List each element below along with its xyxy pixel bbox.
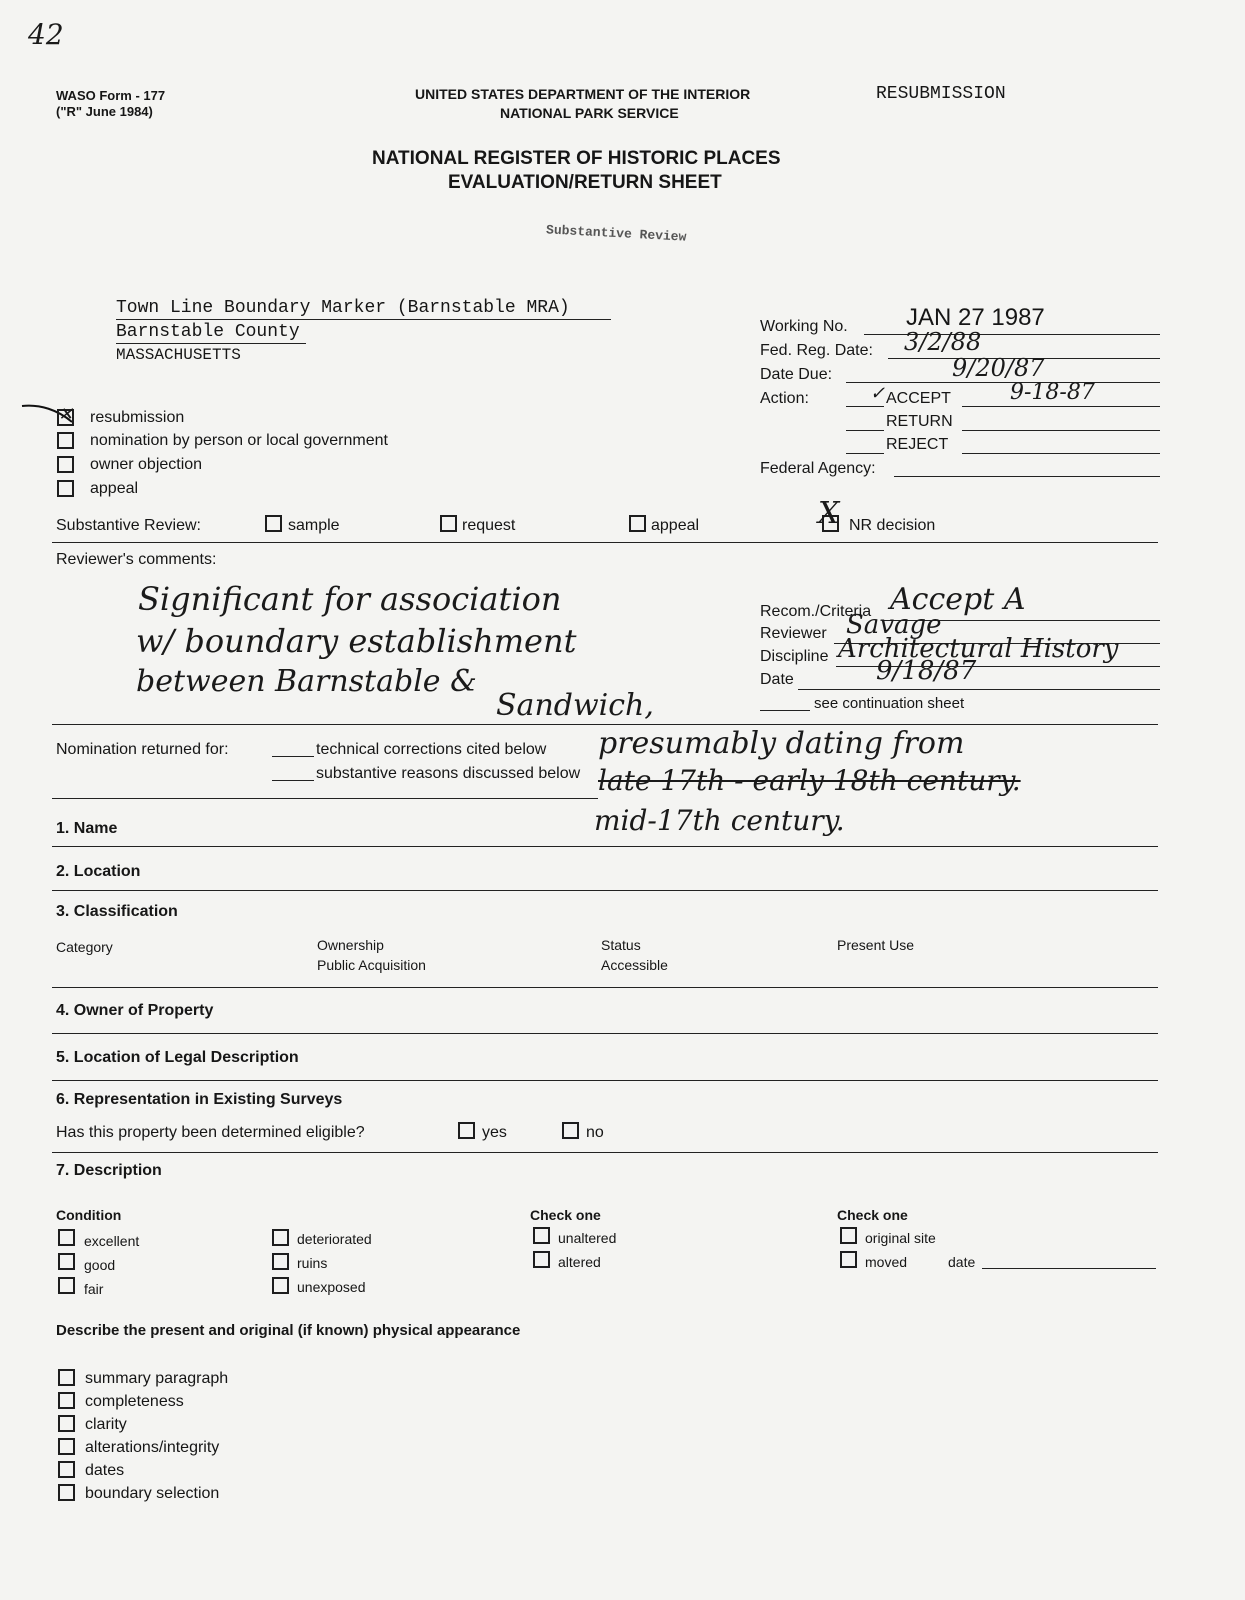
resubmission-label: resubmission <box>90 409 185 426</box>
appeal-review-checkbox[interactable] <box>629 515 646 532</box>
action-label: Action: <box>760 390 809 407</box>
sample-checkbox[interactable] <box>265 515 282 532</box>
appeal-label: appeal <box>90 480 139 497</box>
substantive-reasons-label: substantive reasons discussed below <box>316 765 581 782</box>
working-no-label: Working No. <box>760 318 848 335</box>
condition-excellent-label: excellent <box>84 1233 140 1249</box>
public-acquisition-label: Public Acquisition <box>317 957 426 973</box>
completeness-checkbox[interactable] <box>58 1392 75 1409</box>
form-date: ("R" June 1984) <box>56 104 153 119</box>
condition-deteriorated-label: deteriorated <box>297 1231 372 1247</box>
eligible-no-label: no <box>586 1124 604 1141</box>
form-subtitle: EVALUATION/RETURN SHEET <box>448 172 722 193</box>
condition-excellent-checkbox[interactable] <box>58 1229 75 1246</box>
accept-date: 9-18-87 <box>1010 380 1095 405</box>
eligible-question: Has this property been determined eligible? <box>56 1124 365 1141</box>
nr-decision-label: NR decision <box>849 517 936 534</box>
request-checkbox[interactable] <box>440 515 457 532</box>
condition-ruins-checkbox[interactable] <box>272 1253 289 1270</box>
alterations-integrity-label: alterations/integrity <box>85 1439 220 1456</box>
fed-reg-label: Fed. Reg. Date: <box>760 342 873 359</box>
recom-criteria-value: Accept A <box>890 582 1026 617</box>
check-one-label-2: Check one <box>837 1207 908 1223</box>
nomination-local-label: nomination by person or local government <box>90 432 388 449</box>
eligible-yes-checkbox[interactable] <box>458 1122 475 1139</box>
property-county: Barnstable County <box>116 322 300 342</box>
federal-agency-label: Federal Agency: <box>760 460 876 477</box>
fed-reg-value: 3/2/88 <box>904 328 982 356</box>
returned-note-line-1: presumably dating from <box>598 726 965 761</box>
technical-corrections-label: technical corrections cited below <box>316 741 547 758</box>
accept-check-mark: ✓ <box>870 383 886 404</box>
condition-unexposed-label: unexposed <box>297 1279 366 1295</box>
moved-date-label: date <box>948 1254 976 1270</box>
form-title: NATIONAL REGISTER OF HISTORIC PLACES <box>372 148 781 169</box>
section-classification-heading: 3. Classification <box>56 903 178 920</box>
dates-checkbox[interactable] <box>58 1461 75 1478</box>
describe-appearance-label: Describe the present and original (if known) physical appearance <box>56 1322 521 1339</box>
condition-unexposed-checkbox[interactable] <box>272 1277 289 1294</box>
comment-line-4: Sandwich, <box>496 688 654 723</box>
working-no-value: JAN 27 1987 <box>906 304 1045 331</box>
action-accept: ACCEPT <box>886 390 951 407</box>
date-label: Date <box>760 671 794 688</box>
clarity-label: clarity <box>85 1416 127 1433</box>
action-reject: REJECT <box>886 436 949 453</box>
section-owner-heading: 4. Owner of Property <box>56 1002 214 1019</box>
condition-good-label: good <box>84 1257 116 1273</box>
owner-objection-label: owner objection <box>90 456 203 473</box>
dates-label: dates <box>85 1462 125 1479</box>
summary-paragraph-label: summary paragraph <box>85 1370 229 1387</box>
completeness-label: completeness <box>85 1393 184 1410</box>
property-name: Town Line Boundary Marker (Barnstable MRA) <box>116 298 570 318</box>
status-label: Status <box>601 937 641 953</box>
boundary-selection-label: boundary selection <box>85 1485 220 1502</box>
comment-line-1: Significant for association <box>138 580 562 618</box>
nomination-returned-label: Nomination returned for: <box>56 741 229 758</box>
unaltered-checkbox[interactable] <box>533 1227 550 1244</box>
section-surveys-heading: 6. Representation in Existing Surveys <box>56 1091 343 1108</box>
appeal-review-label: appeal <box>651 517 700 534</box>
condition-ruins-label: ruins <box>297 1255 328 1271</box>
present-use-label: Present Use <box>837 937 915 953</box>
nomination-local-checkbox[interactable] <box>57 432 74 449</box>
action-return: RETURN <box>886 413 953 430</box>
unaltered-label: unaltered <box>558 1230 617 1246</box>
eligible-no-checkbox[interactable] <box>562 1122 579 1139</box>
category-label: Category <box>56 939 113 955</box>
section-legal-description-heading: 5. Location of Legal Description <box>56 1049 299 1066</box>
condition-fair-checkbox[interactable] <box>58 1277 75 1294</box>
ownership-label: Ownership <box>317 937 384 953</box>
appeal-checkbox[interactable] <box>57 480 74 497</box>
condition-good-checkbox[interactable] <box>58 1253 75 1270</box>
moved-label: moved <box>865 1254 908 1270</box>
owner-objection-checkbox[interactable] <box>57 456 74 473</box>
agency-line: NATIONAL PARK SERVICE <box>500 105 679 121</box>
accessible-label: Accessible <box>601 957 668 973</box>
section-description-heading: 7. Description <box>56 1162 162 1179</box>
clarity-checkbox[interactable] <box>58 1415 75 1432</box>
original-site-label: original site <box>865 1230 936 1246</box>
eligible-yes-label: yes <box>482 1124 507 1141</box>
section-name-heading: 1. Name <box>56 820 118 837</box>
comment-line-3: between Barnstable & <box>136 664 477 699</box>
substantive-review-stamp: Substantive Review <box>545 222 687 245</box>
original-site-checkbox[interactable] <box>840 1227 857 1244</box>
condition-label: Condition <box>56 1207 122 1223</box>
summary-paragraph-checkbox[interactable] <box>58 1369 75 1386</box>
page-number-handwritten: 42 <box>28 18 64 51</box>
sample-label: sample <box>288 517 340 534</box>
reviewer-comments-label: Reviewer's comments: <box>56 551 217 568</box>
altered-label: altered <box>558 1254 601 1270</box>
altered-checkbox[interactable] <box>533 1251 550 1268</box>
comment-line-2: w/ boundary establishment <box>136 622 577 660</box>
date-due-value: 9/20/87 <box>952 354 1045 382</box>
condition-fair-label: fair <box>84 1281 104 1297</box>
department-line: UNITED STATES DEPARTMENT OF THE INTERIOR <box>415 86 751 102</box>
resubmission-check-mark: ✕ <box>58 404 74 425</box>
resubmission-stamp: RESUBMISSION <box>876 84 1006 104</box>
discipline-label: Discipline <box>760 648 829 665</box>
reviewer-value: Savage <box>846 610 942 640</box>
property-state: MASSACHUSETTS <box>116 346 241 364</box>
returned-note-line-3: mid-17th century. <box>594 804 845 837</box>
alterations-integrity-checkbox[interactable] <box>58 1438 75 1455</box>
moved-checkbox[interactable] <box>840 1251 857 1268</box>
boundary-selection-checkbox[interactable] <box>58 1484 75 1501</box>
check-one-label-1: Check one <box>530 1207 601 1223</box>
date-due-label: Date Due: <box>760 366 833 383</box>
discipline-value: Architectural History <box>838 634 1119 664</box>
recom-criteria-label: Recom./Criteria <box>760 603 872 620</box>
continuation-sheet-label: see continuation sheet <box>814 695 965 712</box>
returned-note-line-2-struck: late 17th - early 18th century. <box>598 764 1021 797</box>
section-location-heading: 2. Location <box>56 863 141 880</box>
request-label: request <box>462 517 516 534</box>
reviewer-label: Reviewer <box>760 625 827 642</box>
substantive-review-label: Substantive Review: <box>56 517 201 534</box>
condition-deteriorated-checkbox[interactable] <box>272 1229 289 1246</box>
nr-decision-check-mark: X <box>818 496 840 531</box>
date-value: 9/18/87 <box>876 656 977 686</box>
form-id: WASO Form - 177 <box>56 88 166 103</box>
